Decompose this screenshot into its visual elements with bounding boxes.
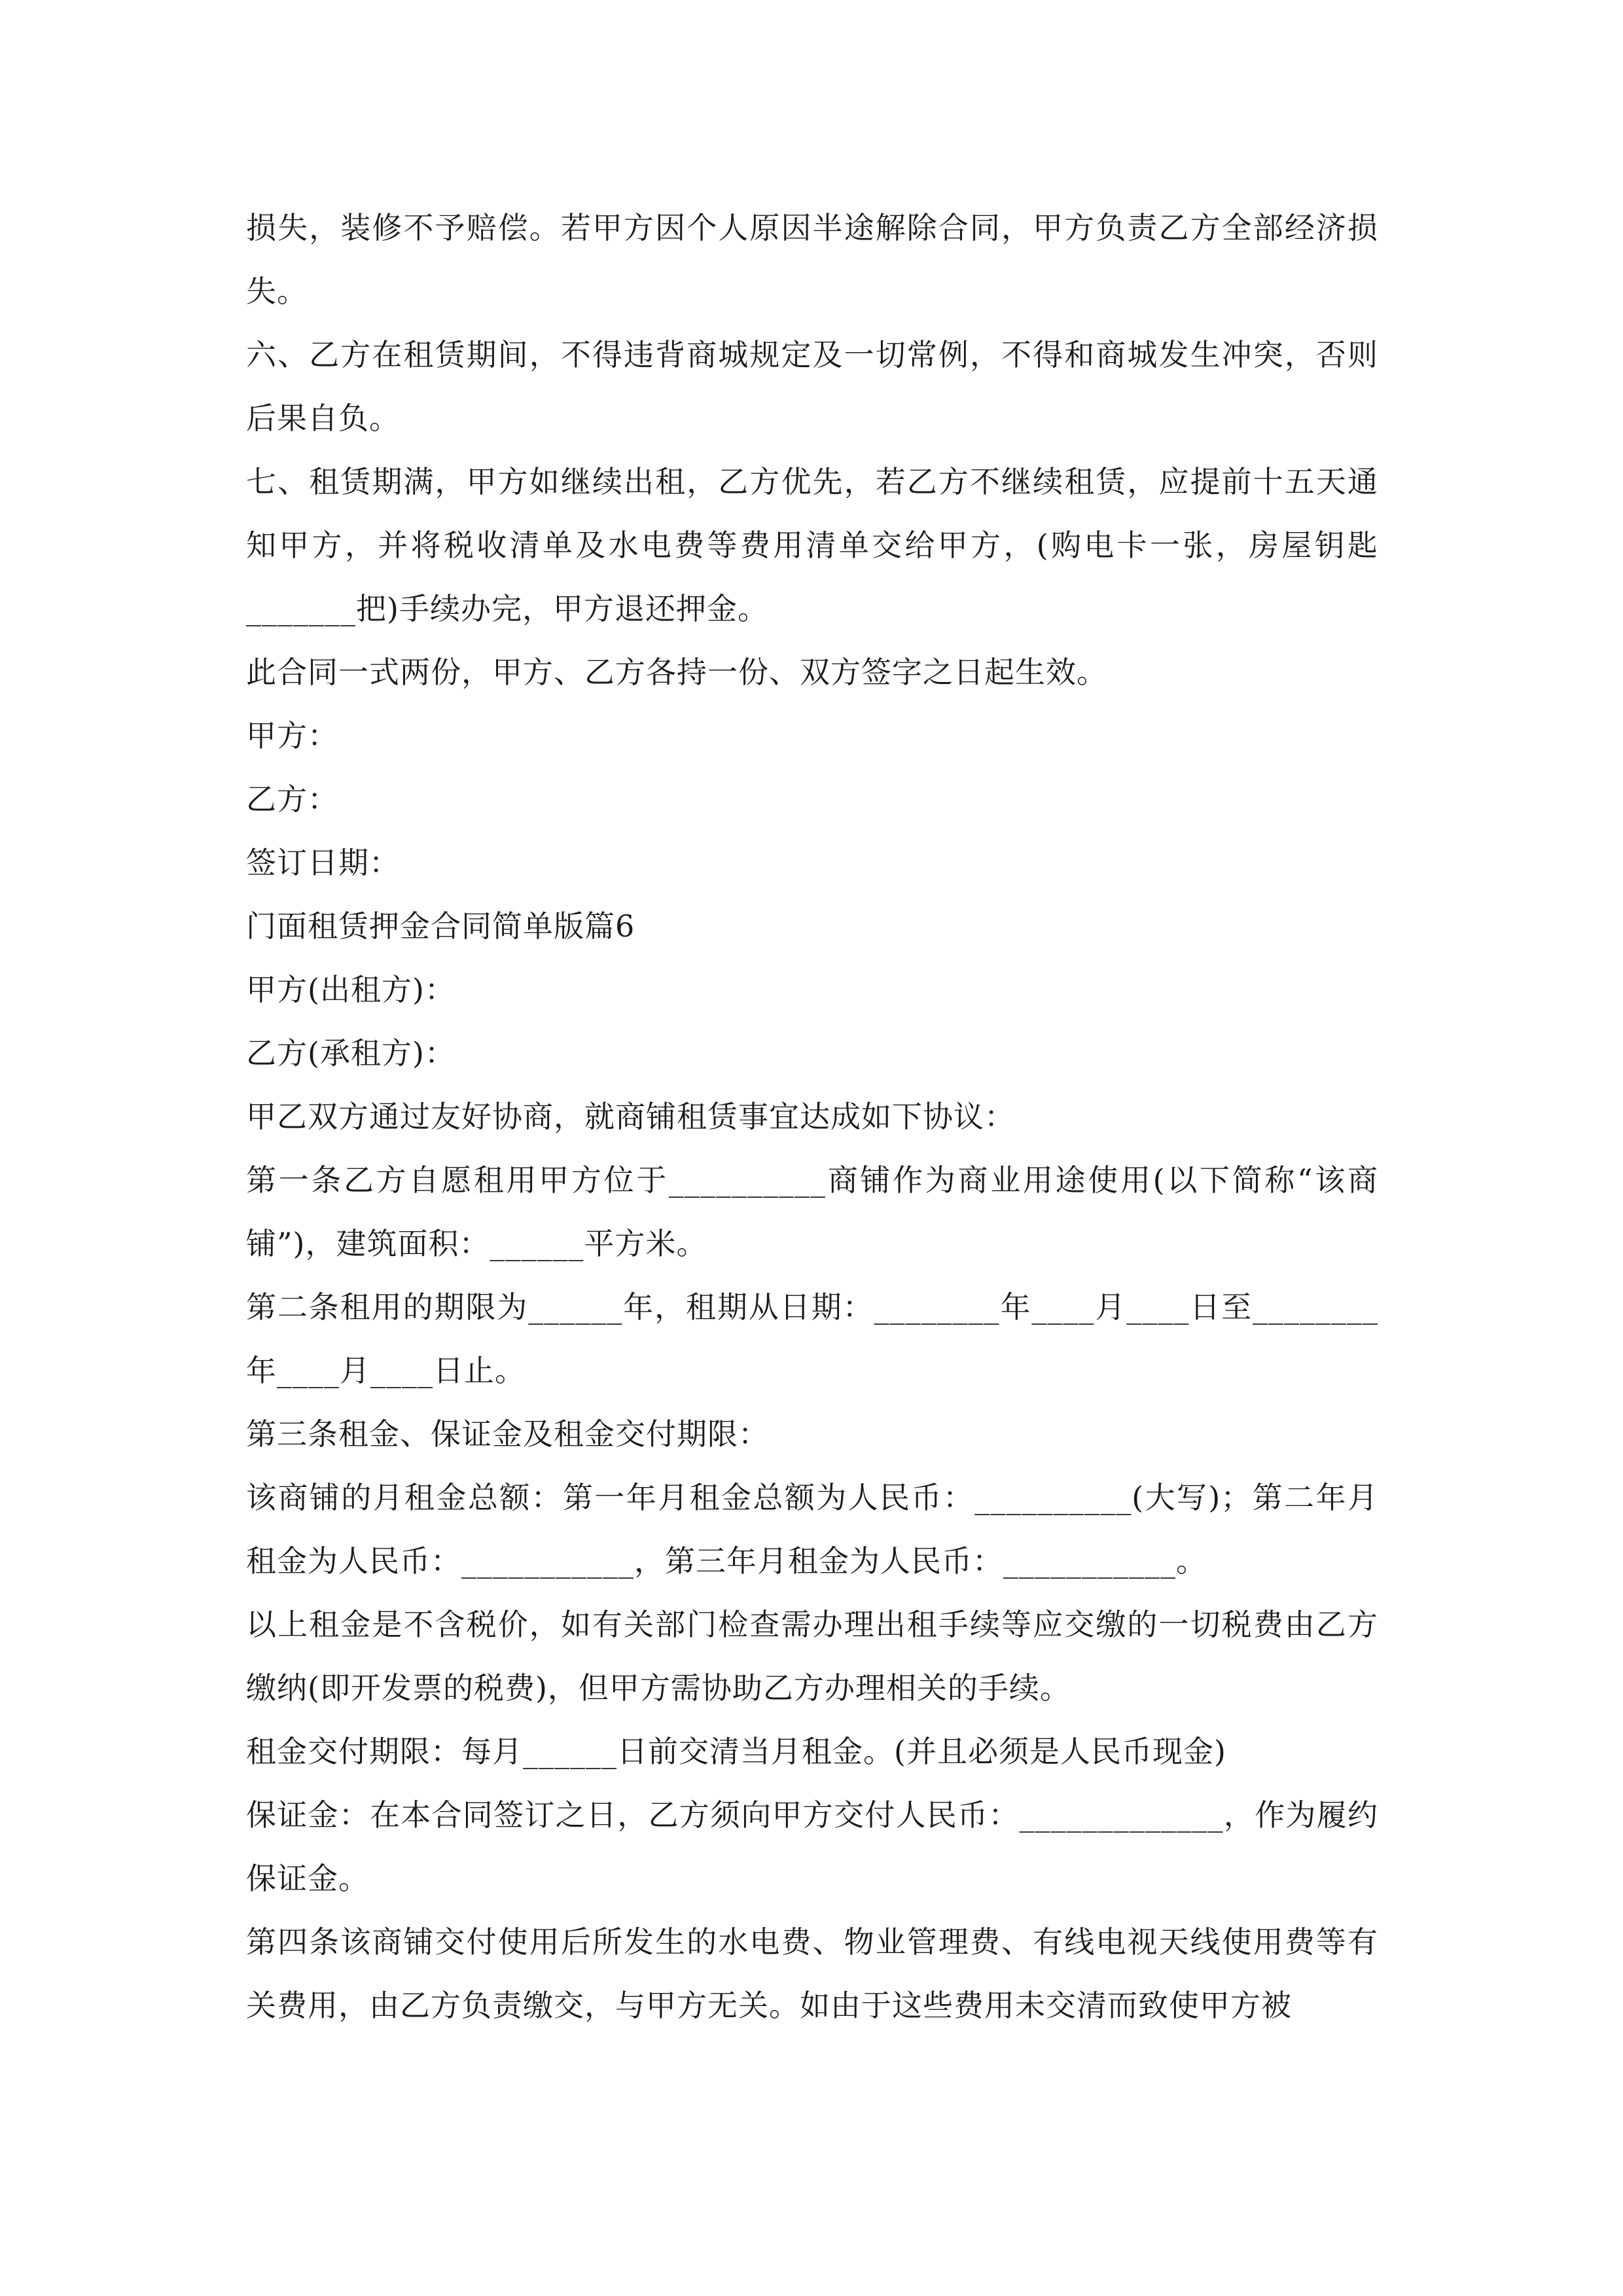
paragraph: 以上租金是不含税价，如有关部门检查需办理出租手续等应交缴的一切税费由乙方缴纳(即开发票的税费)，但甲方需协助乙方办理相关的手续。 — [246, 1607, 1378, 1706]
clause-4: 第四条该商铺交付使用后所发生的水电费、物业管理费、有线电视天线使用费等有关费用，由乙方负责缴交，与甲方无关。如由于这些费用未交清而致使甲方被 — [246, 1924, 1378, 2023]
signing-date-label: 签订日期： — [246, 845, 400, 880]
clause-3: 第三条租金、保证金及租金交付期限： — [246, 1416, 769, 1452]
paragraph: 租金交付期限：每月______日前交清当月租金。(并且必须是人民币现金) — [246, 1734, 1226, 1769]
paragraph: 该商铺的月租金总额：第一年月租金总额为人民币：__________(大写)；第二年月租金为人民币：___________，第三年月租金为人民币：___________。 — [246, 1480, 1378, 1579]
clause-1: 第一条乙方自愿租用甲方位于__________商铺作为商业用途使用(以下简称“该商铺”)，建筑面积：______平方米。 — [246, 1162, 1378, 1261]
paragraph: 六、乙方在租赁期间，不得违背商城规定及一切常例，不得和商城发生冲突，否则后果自负。 — [246, 337, 1378, 436]
paragraph: 七、租赁期满，甲方如继续出租，乙方优先，若乙方不继续租赁，应提前十五天通知甲方，并将税收清单及水电费等费用清单交给甲方，(购电卡一张，房屋钥匙_______把)手续办完，甲方退还押金。 — [246, 464, 1378, 626]
signature-label-party-b: 乙方： — [246, 781, 338, 817]
paragraph: 此合同一式两份，甲方、乙方各持一份、双方签字之日起生效。 — [246, 655, 1107, 690]
signature-label-party-a: 甲方： — [246, 718, 338, 753]
paragraph: 保证金：在本合同签订之日，乙方须向甲方交付人民币：_____________，作为履约保证金。 — [246, 1797, 1378, 1896]
clause-2: 第二条租用的期限为______年，租期从日期：________年____月____日至________年____月____日止。 — [246, 1289, 1378, 1388]
section-heading: 门面租赁押金合同简单版篇6 — [246, 908, 635, 944]
paragraph: 甲乙双方通过友好协商，就商铺租赁事宜达成如下协议： — [246, 1099, 1015, 1134]
document-body — [246, 196, 1378, 2037]
party-b-label: 乙方(承租方)： — [246, 1035, 455, 1071]
paragraph: 损失，装修不予赔偿。若甲方因个人原因半途解除合同，甲方负责乙方全部经济损失。 — [246, 210, 1378, 309]
party-a-label: 甲方(出租方)： — [246, 972, 455, 1007]
